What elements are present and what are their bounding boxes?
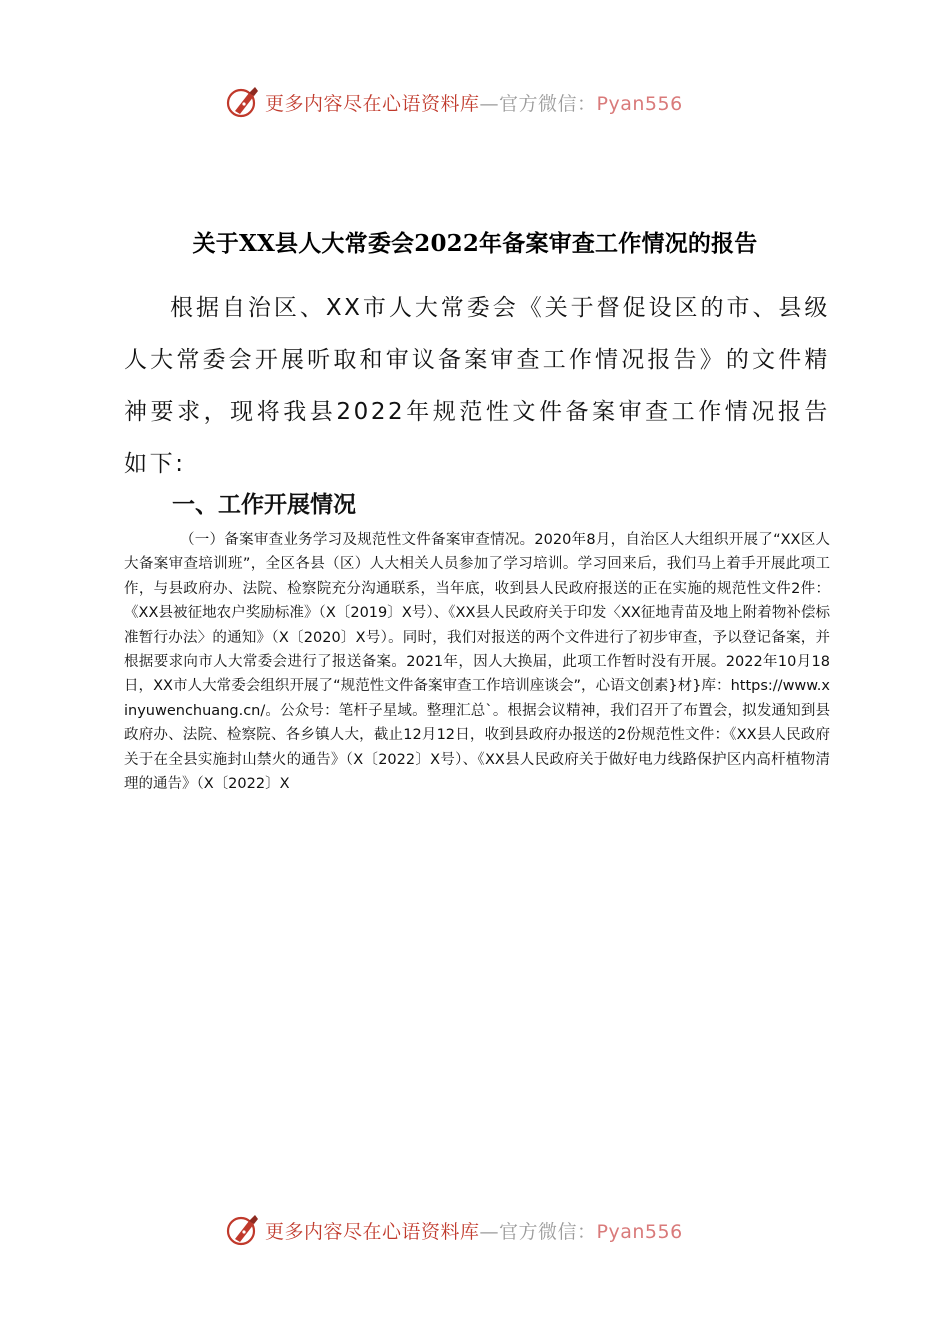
body-paragraph: （一）备案审查业务学习及规范性文件备案审查情况。2020年8月，自治区人大组织开展了“XX区人大备案审查培训班”，全区各县（区）人大相关人员参加了学习培训。学习回来后，我们马上着手开展此项工作，与县政府办、法院、检察院充分沟通联系，当年底，收到县人民政府报送的正在实施的规范性文件2件：《XX县被征地农户奖励标准》（X〔2019〕X号）、《XX县人民政府关于印发〈XX征地青苗及地上附着物补偿标准暂行办法〉的通知》（X〔2020〕X号）。同时，我们对报送的两个文件进行了初步审查，予以登记备案，并根据要求向市人大常委会进行了报送备案。2021年，因人大换届，此项工作暂时没有开展。2022年10月18日，XX市人大常委会组织开展了“规范性文件备案审查工作培训座谈会”，心语文创素}材}库：https://www.xinyuwenchuang.cn/。公众号：笔杆子星域。整理汇总`。根据会议精神，我们召开了布置会，拟发通知到县政府办、法院、检察院、各乡镇人大，截止12月12日，收到县政府办报送的2份规范性文件：《XX县人民政府关于在全县实施封山禁火的通告》（X〔2022〕X号）、《XX县人民政府关于做好电力线路保护区内高杆植物清理的通告》（X〔2022〕X (124, 532, 830, 793)
banner-wechat-id: Pyan556 (596, 92, 683, 115)
banner-wechat-id: Pyan556 (596, 1220, 683, 1243)
header-banner (225, 82, 725, 122)
banner-wechat-label: 官方微信： (499, 1220, 597, 1243)
pen-nib-logo-icon (225, 84, 261, 120)
banner-wechat-label: 官方微信： (499, 92, 597, 115)
document-title: 关于XX县人大常委会2022年备案审查工作情况的报告 (192, 230, 758, 258)
banner-main-text: 更多内容尽在心语资料库 (265, 1220, 480, 1243)
intro-paragraph: 根据自治区、XX市人大常委会《关于督促设区的市、县级人大常委会开展听取和审议备案审查工作情况报告》的文件精神要求，现将我县2022年规范性文件备案审查工作情况报告如下: (124, 295, 830, 477)
footer-banner (225, 1210, 725, 1250)
banner-main-text: 更多内容尽在心语资料库 (265, 92, 480, 115)
banner-text (265, 89, 683, 116)
banner-text (265, 1217, 683, 1244)
pen-nib-logo-icon (225, 1212, 261, 1248)
banner-separator: — (479, 1220, 500, 1243)
banner-separator: — (479, 92, 500, 115)
section-heading: 一、工作开展情况 (172, 492, 356, 518)
